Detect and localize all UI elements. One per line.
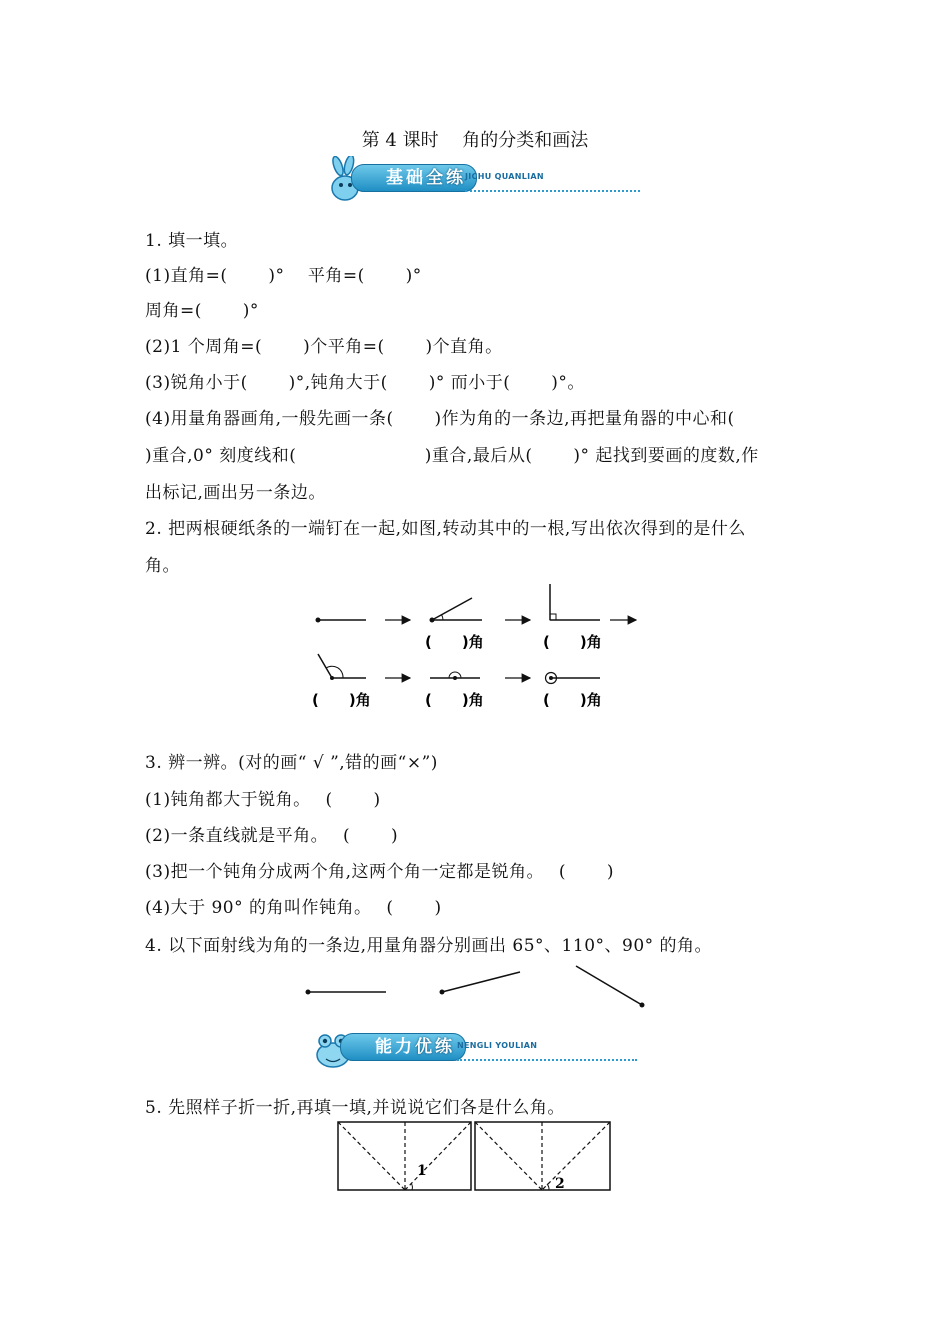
banner-dotted-rule	[457, 1059, 637, 1061]
answer-blank-full: ( )角	[543, 691, 602, 709]
banner-text-a: 能力	[375, 1037, 415, 1057]
rotation-sequence-figure	[300, 580, 650, 720]
q3-heading: 3. 辨一辨。(对的画“ √ ”,错的画“×”)	[145, 753, 438, 773]
ray-2	[440, 972, 521, 995]
q1-line-7: 出标记,画出另一条边。	[145, 483, 326, 503]
banner-dotted-rule	[465, 190, 640, 192]
q1-line-6: )重合,0° 刻度线和( )重合,最后从( )° 起找到要画的度数,作	[145, 446, 759, 466]
folding-figure	[335, 1120, 615, 1195]
fold-rect-1	[338, 1122, 471, 1190]
q2-line-2: 角。	[145, 556, 180, 576]
right-angle-figure	[550, 584, 600, 620]
section-banner-basic	[325, 156, 645, 206]
q3-item-2: (2)一条直线就是平角。 ( )	[145, 826, 399, 846]
q3-item-4: (4)大于 90° 的角叫作钝角。 ( )	[145, 898, 442, 918]
ray-1	[306, 990, 387, 995]
answer-blank-straight: ( )角	[425, 691, 484, 709]
answer-blank-obtuse: ( )角	[312, 691, 371, 709]
q1-heading: 1. 填一填。	[145, 231, 239, 251]
answer-blank-acute: ( )角	[425, 633, 484, 651]
straight-angle-figure	[430, 672, 480, 680]
page-title: 第 4 课时 角的分类和画法	[361, 130, 589, 151]
banner-text-b: 全练	[426, 168, 466, 188]
rays-figure	[300, 960, 660, 1010]
banner-pinyin: NENGLI YOULIAN	[457, 1041, 538, 1050]
banner-pinyin: JICHU QUANLIAN	[465, 172, 544, 181]
q1-line-2: 周角=( )°	[145, 301, 259, 321]
acute-angle-figure	[430, 598, 483, 623]
full-angle-figure	[546, 673, 601, 684]
banner-text-b: 优练	[415, 1037, 455, 1057]
q3-item-1: (1)钝角都大于锐角。 ( )	[145, 790, 381, 810]
fold-rect-2	[475, 1122, 610, 1192]
ray-3	[576, 966, 645, 1008]
q2-line-1: 2. 把两根硬纸条的一端钉在一起,如图,转动其中的一根,写出依次得到的是什么	[145, 519, 746, 539]
obtuse-angle-figure	[318, 654, 366, 680]
banner-text-a: 基础	[386, 168, 426, 188]
q1-line-1: (1)直角=( )° 平角=( )°	[145, 266, 422, 286]
answer-blank-right: ( )角	[543, 633, 602, 651]
q1-line-5: (4)用量角器画角,一般先画一条( )作为角的一条边,再把量角器的中心和(	[145, 409, 735, 429]
q3-item-3: (3)把一个钝角分成两个角,这两个角一定都是锐角。 ( )	[145, 862, 615, 882]
q1-line-3: (2)1 个周角=( )个平角=( )个直角。	[145, 337, 503, 357]
q1-line-4: (3)锐角小于( )°,钝角大于( )° 而小于( )°。	[145, 373, 585, 393]
section-banner-ability	[312, 1025, 642, 1075]
q5-text: 5. 先照样子折一折,再填一填,并说说它们各是什么角。	[145, 1098, 565, 1118]
q4-text: 4. 以下面射线为角的一条边,用量角器分别画出 65°、110°、90° 的角。	[145, 936, 713, 956]
banner-label	[340, 1033, 466, 1061]
banner-label	[351, 164, 477, 192]
zero-angle-figure	[316, 618, 367, 623]
angle-label-2: 2	[555, 1176, 565, 1192]
angle-label-1: 1	[417, 1163, 427, 1179]
